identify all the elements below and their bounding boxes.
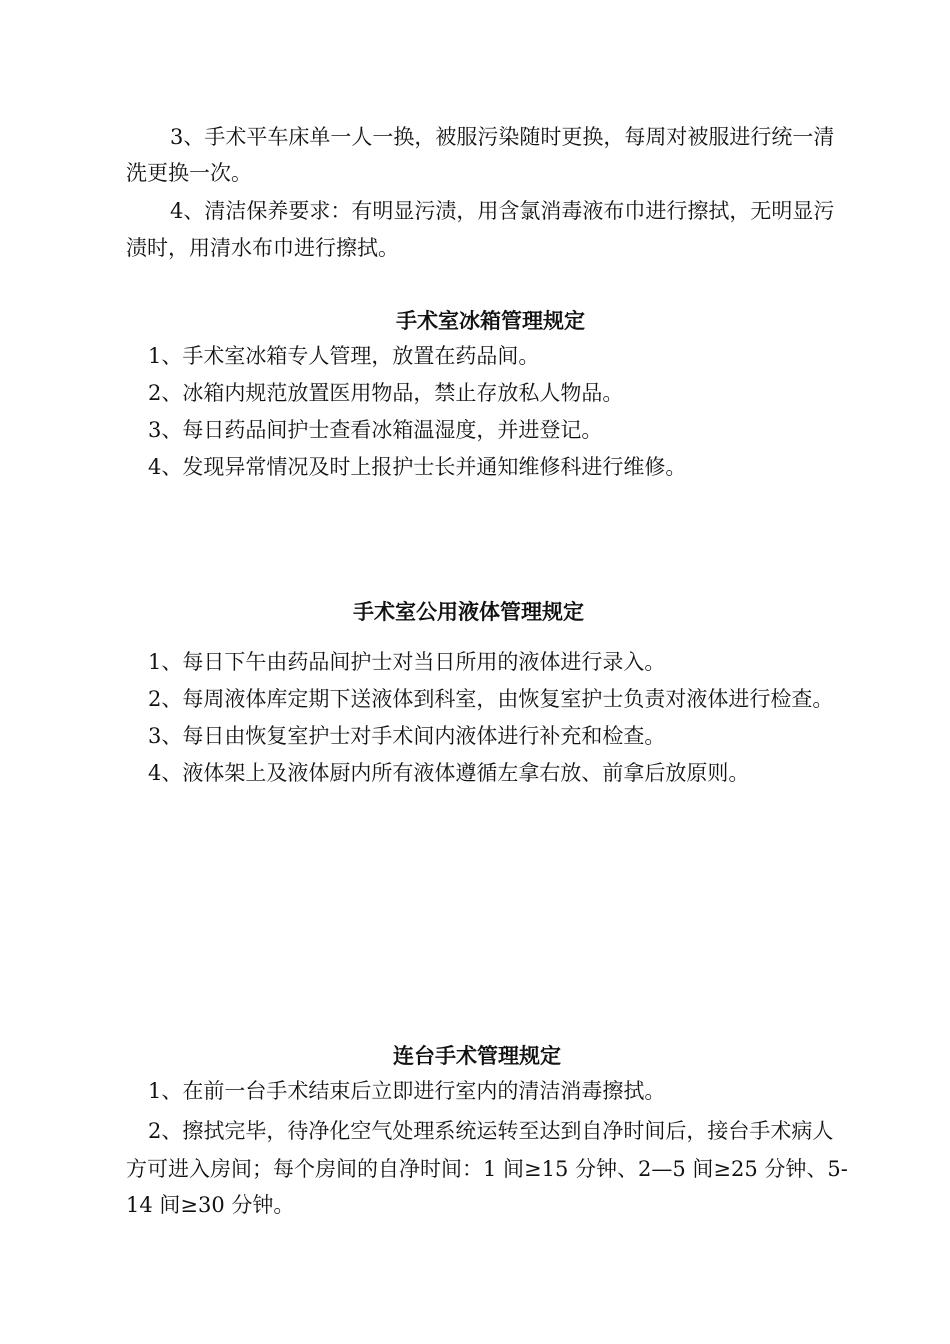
fluid-item-3: 3、每日由恢复室护士对手术间内液体进行补充和检查。 (148, 724, 666, 748)
fridge-item-4: 4、发现异常情况及时上报护士长并通知维修科进行维修。 (148, 455, 687, 479)
fridge-item-2: 2、冰箱内规范放置医用物品，禁止存放私人物品。 (148, 381, 624, 405)
consecutive-item-2-line-1: 2、擦拭完毕，待净化空气处理系统运转至达到自净时间后，接台手术病人 (148, 1119, 834, 1143)
fluid-item-1: 1、每日下午由药品间护士对当日所用的液体进行录入。 (148, 650, 666, 674)
intro-item-4-line-2: 渍时，用清水布巾进行擦拭。 (126, 236, 399, 260)
fluid-item-2: 2、每周液体库定期下送液体到科室，由恢复室护士负责对液体进行检查。 (148, 687, 834, 711)
consecutive-item-1: 1、在前一台手术结束后立即进行室内的清洁消毒擦拭。 (148, 1079, 666, 1103)
consecutive-section-title: 连台手术管理规定 (393, 1044, 561, 1068)
consecutive-item-2-line-3: 14 间≥30 分钟。 (126, 1193, 295, 1217)
fluid-section-title: 手术室公用液体管理规定 (353, 600, 584, 624)
fridge-section-title: 手术室冰箱管理规定 (396, 309, 585, 333)
intro-item-3-line-1: 3、手术平车床单一人一换，被服污染随时更换，每周对被服进行统一清 (170, 125, 835, 149)
intro-item-4-line-1: 4、清洁保养要求：有明显污渍，用含氯消毒液布巾进行擦拭，无明显污 (170, 199, 835, 223)
fluid-item-4: 4、液体架上及液体厨内所有液体遵循左拿右放、前拿后放原则。 (148, 761, 750, 785)
fridge-item-1: 1、手术室冰箱专人管理，放置在药品间。 (148, 344, 540, 368)
intro-item-3-line-2: 洗更换一次。 (126, 161, 252, 185)
fridge-item-3: 3、每日药品间护士查看冰箱温湿度，并进登记。 (148, 418, 603, 442)
consecutive-item-2-line-2: 方可进入房间；每个房间的自净时间：1 间≥15 分钟、2—5 间≥25 分钟、5- (126, 1157, 848, 1181)
